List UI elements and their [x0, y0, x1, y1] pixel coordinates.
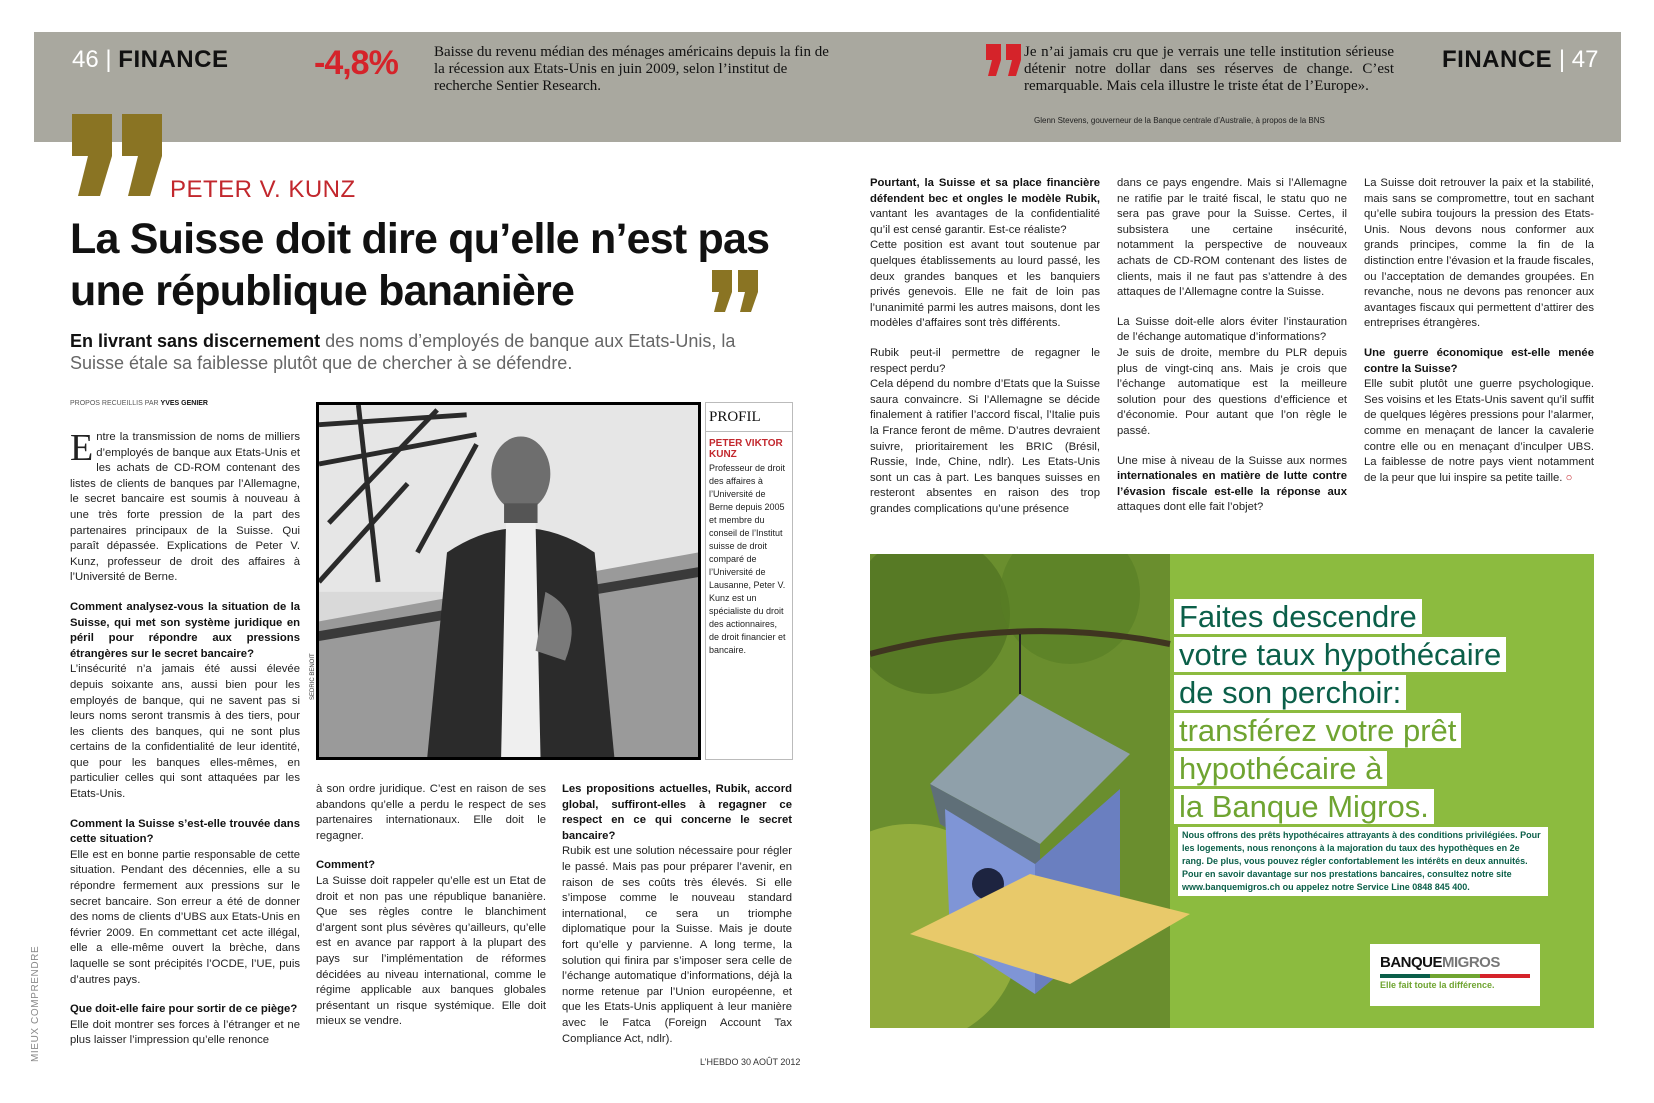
issue-footer: L’HEBDO 30 AOÛT 2012 — [700, 1057, 801, 1067]
ad-line-3: de son perchoir: — [1174, 675, 1406, 710]
intro-paragraph: ntre la transmission de noms de milliers d’employés de banque aux Etats-Unis et les achats de CD-ROM contenant des listes de clients de banques par l’Allemagne, le secret bancaire est soumis à nouveau à une très forte pression de la part des partenaires principaux de la Suisse. Qui paraît dépassée. Explications de Peter V. Kunz, professeur de droit des affaires à l’Université de Berne. — [70, 431, 300, 584]
interview-credit — [70, 400, 208, 407]
question-9-lead: Une mise à niveau de la Suisse aux normes — [1117, 454, 1347, 467]
closing-quote-icon — [710, 268, 762, 314]
logo-word-banque: BANQUE — [1380, 954, 1443, 971]
column-6 — [1364, 176, 1594, 500]
article-author: PETER V. KUNZ — [170, 176, 356, 203]
answer-4: La Suisse doit rappeler qu’elle est un Etat de droit et non pas une république bananière. Que ses règles contre le blanchiment d’argent sont plus sévères qu’ailleurs, qu’elle est en avance par rapport à la plupart des pays sur l’implémentation de réformes décidées au niveau international, comme le régime applicable aux banques globales présentant un risque systémique. Elle doit mieux se vendre. — [316, 874, 546, 1028]
question-8: La Suisse doit-elle alors éviter l’instauration de l’échange automatique d’informations? — [1117, 315, 1347, 344]
profil-name: PETER VIKTOR KUNZ — [709, 438, 783, 460]
credit-label: PROPOS RECUEILLIS PAR — [70, 400, 159, 407]
quote-attribution: Glenn Stevens, gouverneur de la Banque centrale d’Australie, à propos de la BNS — [1034, 116, 1325, 125]
question-9: internationales en matière de lutte contre l’évasion fiscale est-elle la réponse aux — [1117, 470, 1347, 498]
answer-5: Rubik est une solution nécessaire pour régler le passé. Mais pas pour préparer l’avenir, en raison de ses coûts très élevés. Si elle s’impose comme le nouveau standard international, ce sera un triomphe diplomatique pour la Suisse. Mais je doute fort qu’elle y parvienne. A long terme, la solution qui finira par s’imposer sera celle de l’échange automatique d’informations, déjà la norme retenue par l’Union européenne, et que les Etats-Unis appliquent à leur manière avec le Fatca (Foreign Account Tax Compliance Act, ndlr). — [562, 845, 792, 1045]
side-section-label: MIEUX COMPRENDRE — [30, 945, 41, 1062]
question-6-tail: vantant les avantages de la confidentialité qu’il est censé garantir. Est-ce réaliste? — [870, 208, 1100, 236]
banque-migros-ad — [870, 554, 1594, 1028]
profil-box — [705, 402, 793, 760]
profil-text: Professeur de droit des affaires à l’Université de Berne depuis 2005 et membre du conseil de l’Institut suisse de droit comparé de l’Université de Lausanne, Peter V. Kunz est un spécialiste du droit des actionnaires, de droit financier et bancaire. — [709, 463, 786, 655]
logo-color-bar — [1380, 974, 1530, 978]
banner-quote: Je n’ai jamais cru que je verrais une telle institution sérieuse détenir notre dollar dans ses réserves de change. C’est remarquable. Mais cela illustre le triste état de l’Europe». — [1024, 44, 1394, 94]
ad-line-2: votre taux hypothécaire — [1174, 637, 1506, 672]
logo-wordmark — [1380, 954, 1530, 971]
photo-credit: SEDRIC BENOIT — [310, 653, 316, 700]
left-section-label: FINANCE — [118, 46, 229, 73]
question-5: Les propositions actuelles, Rubik, accord global, suffiront-elles à regagner ce respect en ce qui concerne le secret bancaire? — [562, 783, 792, 842]
ad-headline — [1174, 598, 1584, 826]
stat-description: Baisse du revenu médian des ménages américains depuis la fin de la récession aux Etats-Unis en juin 2009, selon l’institut de recherche Sentier Research. — [434, 44, 829, 94]
column-2 — [316, 782, 546, 1044]
question-4: Comment? — [316, 859, 375, 872]
red-quote-icon — [984, 42, 1024, 80]
right-page-number: 47 — [1571, 46, 1599, 73]
answer-7: Cela dépend du nombre d’Etats que la Suisse saura convaincre. Si l’Allemagne se décide finalement à ratifier l’accord fiscal, l’Italie puis la France feront de même. D’autres devraient suivre, prioritairement les BRIC (Brésil, Russie, Inde, Chine, ndlr). Les Etats-Unis sont un cas à part. Les banques suisses en resteront absentes en raison des trop grandes complications qu’une présence — [870, 378, 1100, 515]
question-7: Rubik peut-il permettre de regagner le respect perdu? — [870, 346, 1100, 375]
question-10: Une guerre économique est-elle menée contre la Suisse? — [1364, 346, 1594, 375]
answer-3-continued: à son ordre juridique. C’est en raison de ses abandons qu’elle a perdu le respect de ses partenaires internationaux. Elle doit le regagner. — [316, 783, 546, 842]
ad-line-6: la Banque Migros. — [1174, 789, 1434, 824]
answer-1: L’insécurité n’a jamais été aussi élevée depuis soixante ans, aussi bien pour les employés de banque, qui ne savent pas si leurs noms seront transmis à des tiers, pour les clients des banques, qui ne sont plus certains de la confidentialité de leur identité, que pour les banques elles-mêmes, en particulier celles qui sont attaquées par les Etats-Unis. — [70, 663, 300, 801]
lede-bold: En livrant sans discernement — [70, 331, 321, 351]
logo-word-migros: MIGROS — [1442, 954, 1500, 971]
answer-6: Cette position est avant tout soutenue par quelques établissements au lourd passé, les deux grandes banques et les banquiers privés genevois. Elle ne fait de loin pas l’unanimité parmi les autres maisons, dont les modèles d’affaires sont très différents. — [870, 239, 1100, 330]
answer-2: Elle est en bonne partie responsable de cette situation. Pendant des décennies, elle a su répondre fermement aux pressions sur le secret bancaire. Son erreur a été de donner des noms de clients d’UBS aux Etats-Unis en février 2009. En commettant cet acte illégal, elle a elle-même ouvert la brèche, dans laquelle se sont précipités l’OCDE, l’UE, puis d’autres pays. — [70, 848, 300, 986]
answer-10: Elle subit plutôt une guerre psychologique. Ses voisins et les Etats-Unis savent qu’il suffit de quelques légères pressions pour l’alarmer, comme en menaçant de lancer la cavalerie contre elle ou en menaçant d’inculper UBS. La faiblesse de notre pays vient notamment de la peur que lui inspire sa petite taille. — [1364, 378, 1594, 484]
column-4 — [870, 176, 1100, 531]
answer-7-continued: dans ce pays engendre. Mais si l’Allemagne ne ratifie par le traité fiscal, le statu quo ne sera pas grave pour la Suisse. Certes, il subsistera une certaine insécurité, notamment la perspective de nouveaux achats de CD-ROM contenant des listes de clients, mais il ne faut pas s’attendre à des attaques de l’Allemagne contre la Suisse. — [1117, 177, 1347, 299]
ad-line-4: transférez votre prêt — [1174, 713, 1461, 748]
question-1: Comment analysez-vous la situation de la Suisse, qui met son système juridique en péril pour répondre aux pressions étrangères sur le secret bancaire? — [70, 600, 300, 660]
answer-3: Elle doit montrer ses forces à l’étranger et ne plus laisser l’impression qu’elle renonce — [70, 1018, 300, 1047]
credit-name: YVES GENIER — [160, 400, 208, 407]
answer-8: Je suis de droite, membre du PLR depuis plus de vingt-cinq ans. Mais je crois que l’échange automatique est la meilleure solution pour des questions d’efficience et d’économie. Pour autant que l’on règle le passé. — [1117, 346, 1347, 437]
drop-cap: E — [70, 427, 94, 469]
left-page-number: 46 — [72, 46, 99, 73]
portrait-photo — [316, 402, 701, 760]
stat-value: -4,8% — [314, 44, 398, 82]
article-lede — [70, 330, 790, 374]
ad-line-1: Faites descendre — [1174, 599, 1422, 634]
lede-text: des noms d’employés de banque aux Etats-Unis, la Suisse étale sa faiblesse plutôt que de chercher à se défendre. — [70, 331, 736, 373]
question-3: Que doit-elle faire pour sortir de ce piège? — [70, 1003, 298, 1016]
right-section-label: FINANCE — [1442, 46, 1553, 73]
right-page-header: FINANCE | 47 — [1442, 46, 1599, 73]
column-1 — [70, 427, 300, 1063]
left-page-header: 46 | FINANCE — [72, 46, 229, 73]
banque-migros-logo — [1370, 944, 1540, 1006]
answer-9: La Suisse doit retrouver la paix et la stabilité, mais sans se compromettre, tout en sachant qu’elle subira toujours la pression des Etats-Unis. Nous devons nous conformer aux grands principes, comme la fin de la distinction entre l’évasion et la fraude fiscales, ou l’acceptation de demandes groupées. En revanche, nous ne devons pas renoncer aux avantages fiscaux qui permettent d’attirer des entreprises étrangères. — [1364, 177, 1594, 330]
question-2: Comment la Suisse s’est-elle trouvée dans cette situation? — [70, 817, 300, 846]
question-6: Pourtant, la Suisse et sa place financière défendent bec et ongles le modèle Rubik, — [870, 177, 1100, 205]
profil-title: PROFIL — [706, 403, 792, 432]
ad-body-text: Nous offrons des prêts hypothécaires attrayants à des conditions privilégiées. Pour les logements, nous renonçons à la majoration du taux des hypothèques en 2e rang. De plus, vous pouvez régler confortablement les intérêts en deux annuités. Pour en savoir davantage sur nos prestations bancaires, consultez notre site www.banquemigros.ch ou appelez notre Service Line 0848 845 400. — [1178, 827, 1548, 896]
article-headline: La Suisse doit dire qu’elle n’est pas une république bananière — [70, 215, 770, 315]
opening-quote-icon — [70, 110, 170, 200]
logo-tagline: Elle fait toute la différence. — [1380, 980, 1495, 990]
end-mark: ○ — [1565, 471, 1573, 484]
header-banner — [34, 32, 1621, 142]
question-9-tail: attaques dont elle fait l’objet? — [1117, 501, 1264, 514]
column-3 — [562, 782, 792, 1061]
ad-line-5: hypothécaire à — [1174, 751, 1387, 786]
column-5 — [1117, 176, 1347, 530]
